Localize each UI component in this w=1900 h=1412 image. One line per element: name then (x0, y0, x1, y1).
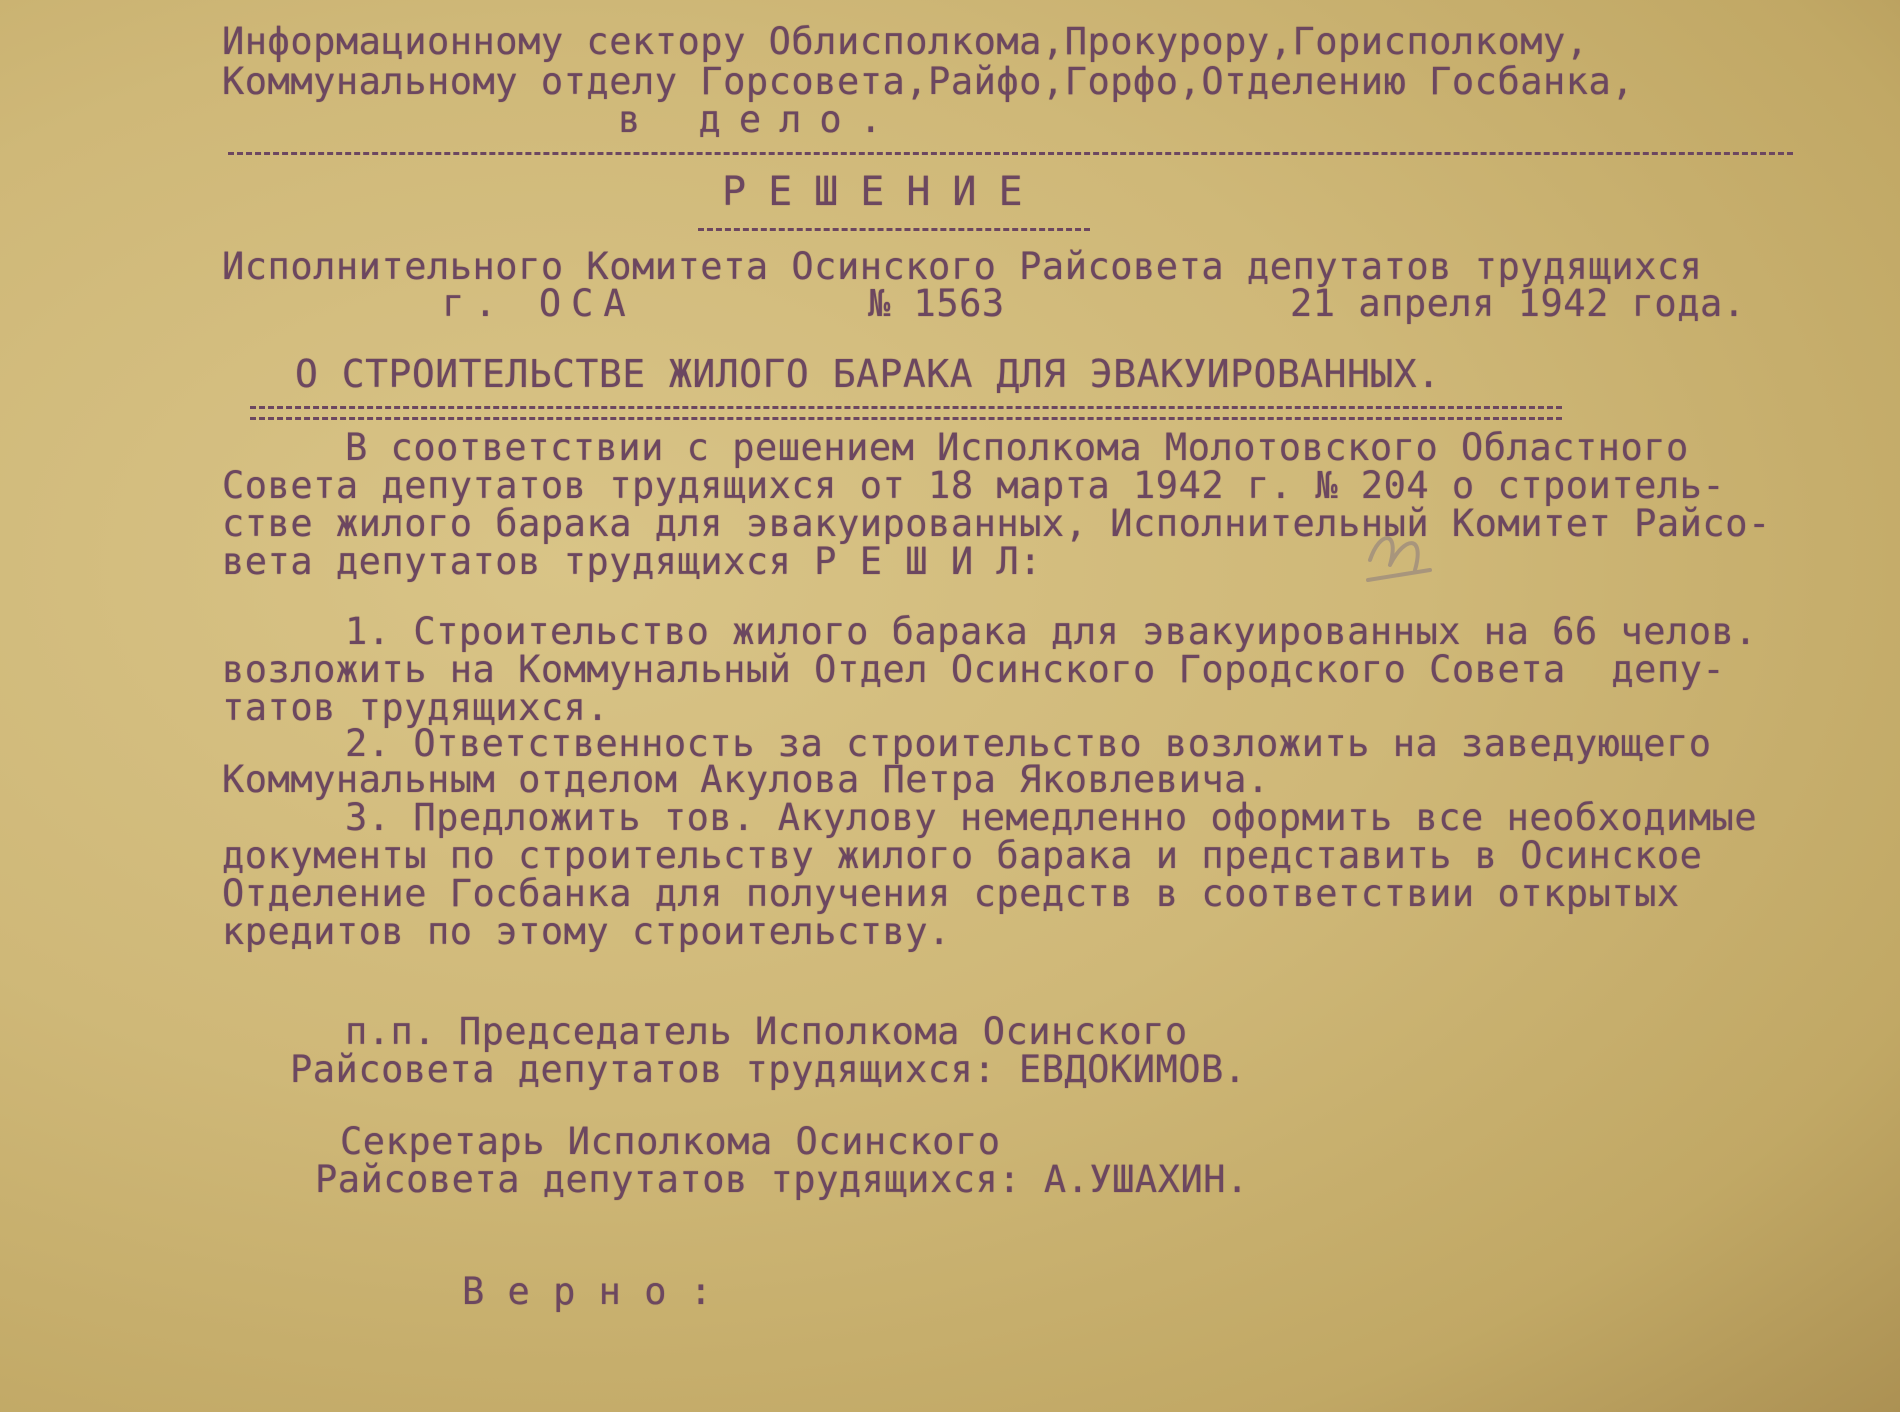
title-underline (698, 228, 1090, 231)
chair-signature-line-2: Райсовета депутатов трудящихся: ЕВДОКИМОВ. (290, 1048, 1247, 1091)
decision-subject: О СТРОИТЕЛЬСТВЕ ЖИЛОГО БАРАКА ДЛЯ ЭВАКУИРОВАННЫХ. (295, 352, 1441, 396)
handwritten-page-number-mark (1360, 520, 1440, 600)
subject-double-underline (250, 406, 1562, 420)
issuer-city: г. ОСА (442, 282, 636, 325)
document-title: РЕШЕНИЕ (722, 169, 1045, 215)
item-3-line-1: 3. Предложить тов. Акулову немедленно оформить все необходимые (345, 796, 1758, 839)
item-2-line-2: Коммунальным отделом Акулова Петра Яковлевича. (222, 758, 1270, 801)
issuer-line: Исполнительного Комитета Осинского Райсовета депутатов трудящихся (222, 245, 1703, 288)
item-1-line-2: возложить на Коммунальный Отдел Осинского Городского Совета депу- (222, 648, 1726, 691)
address-line-2: Коммунальному отделу Горсовета,Райфо,Горфо,Отделению Госбанка, (222, 60, 1635, 103)
secretary-signature-line-2: Райсовета депутатов трудящихся: А.УШАХИН. (315, 1158, 1249, 1201)
verified-label: В е р н о : (462, 1270, 713, 1313)
item-1-line-1: 1. Строительство жилого барака для эвакуированных на 66 челов. (345, 610, 1758, 653)
chair-signature-line-1: п.п. Председатель Исполкома Осинского (345, 1010, 1188, 1053)
preamble-line-2: Совета депутатов трудящихся от 18 марта 1942 г. № 204 о строитель- (222, 464, 1726, 507)
item-1-line-3: татов трудящихся. (222, 686, 610, 729)
item-3-line-4: кредитов по этому строительству. (222, 910, 951, 953)
top-dashed-rule (228, 152, 1793, 155)
preamble-line-1: В соответствии с решением Исполкома Молотовского Областного (345, 426, 1689, 469)
item-2-line-1: 2. Ответственность за строительство возложить на заведующего (345, 722, 1712, 765)
item-3-line-2: документы по строительству жилого барака и представить в Осинское (222, 834, 1703, 877)
address-line-3: в дело. (618, 98, 900, 141)
decision-number: № 1563 (868, 282, 1005, 325)
preamble-line-4: вета депутатов трудящихся Р Е Ш И Л: (222, 540, 1042, 583)
preamble-line-3: стве жилого барака для эвакуированных, Исполнительный Комитет Райсо- (222, 502, 1771, 545)
item-3-line-3: Отделение Госбанка для получения средств в соответствии открытых (222, 872, 1680, 915)
secretary-signature-line-1: Секретарь Исполкома Осинского (340, 1120, 1001, 1163)
decision-date: 21 апреля 1942 года. (1290, 282, 1746, 325)
address-line-1: Информационному сектору Облисполкома,Прокурору,Горисполкому, (222, 20, 1589, 63)
